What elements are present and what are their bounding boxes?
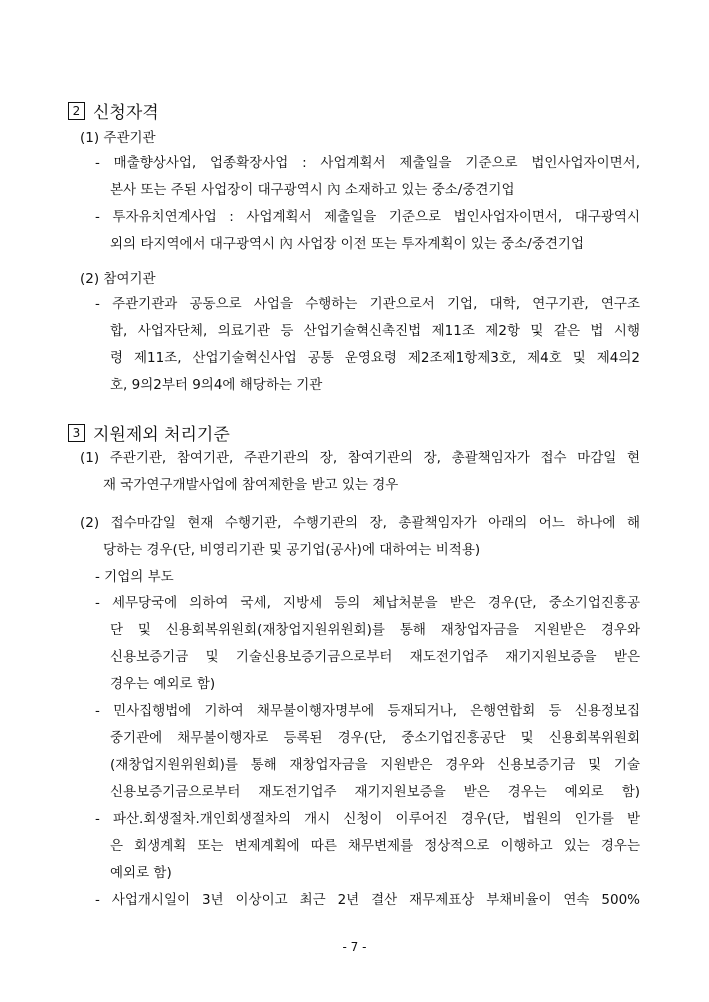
paragraph-line: 재 국가연구개발사업에 참여제한을 받고 있는 경우 — [103, 477, 399, 493]
bullet-line: - 투자유치연계사업 : 사업계획서 제출일을 기준으로 법인사업자이면서, 대구광역시 — [95, 209, 640, 225]
bullet-line: 령 제11조, 산업기술혁신사업 공통 운영요령 제2조제1항제3호, 제4호 및 제4의2 — [110, 350, 640, 366]
bullet-line: 중기관에 채무불이행자로 등록된 경우(단, 중소기업진흥공단 및 신용회복위원회 — [110, 730, 640, 746]
bullet-line: 경우는 예외로 함) — [110, 676, 216, 692]
paragraph-line: 당하는 경우(단, 비영리기관 및 공기업(공사)에 대하여는 비적용) — [103, 542, 481, 558]
bullet-line: 본사 또는 주된 사업장이 대구광역시 內 소재하고 있는 중소/중견기업 — [110, 182, 515, 198]
sub-heading-lead-agency: (1) 주관기관 — [80, 130, 156, 146]
bullet-line: 합, 사업자단체, 의료기관 등 산업기술혁신촉진법 제11조 제2항 및 같은 법 시행 — [110, 323, 640, 339]
bullet-line: (재창업지원위원회)를 통해 재창업자금을 지원받은 경우와 신용보증기금 및 기술 — [110, 757, 640, 773]
section-title: 지원제외 처리기준 — [93, 425, 230, 445]
bullet-line: 호, 9의2부터 9의4에 해당하는 기관 — [110, 377, 323, 393]
bullet-line: - 파산.회생절차.개인회생절차의 개시 신청이 이루어진 경우(단, 법원의 인가를 받 — [95, 811, 640, 827]
bullet-line: - 기업의 부도 — [95, 569, 174, 585]
bullet-line: - 세무당국에 의하여 국세, 지방세 등의 체납처분을 받은 경우(단, 중소기업진흥공 — [95, 595, 640, 611]
bullet-line: - 사업개시일이 3년 이상이고 최근 2년 결산 재무제표상 부채비율이 연속 500% — [95, 892, 640, 908]
bullet-line: 신용보증기금으로부터 재도전기업주 재기지원보증을 받은 경우는 예외로 함) — [110, 784, 640, 800]
bullet-line: 은 회생계획 또는 변제계획에 따른 채무변제를 정상적으로 이행하고 있는 경우는 — [110, 838, 640, 854]
bullet-line: 예외로 함) — [110, 865, 172, 881]
section-number-box: 3 — [68, 424, 85, 442]
sub-heading-participating-agency: (2) 참여기관 — [80, 271, 156, 287]
section-3-heading — [68, 420, 230, 445]
section-number-box: 2 — [68, 102, 85, 120]
section-title: 신청자격 — [93, 103, 159, 123]
bullet-line: - 매출향상사업, 업종확장사업 : 사업계획서 제출일을 기준으로 법인사업자이면서, — [95, 155, 640, 171]
paragraph-line: (2) 접수마감일 현재 수행기관, 수행기관의 장, 총괄책임자가 아래의 어느 하나에 해 — [80, 515, 640, 531]
bullet-line: 단 및 신용회복위원회(재창업지원위원회)를 통해 재창업자금을 지원받은 경우와 — [110, 622, 640, 638]
section-2-heading — [68, 98, 159, 123]
page-number: - 7 - — [342, 940, 367, 954]
paragraph-line: (1) 주관기관, 참여기관, 주관기관의 장, 참여기관의 장, 총괄책임자가 접수 마감일 현 — [80, 450, 640, 466]
bullet-line: 외의 타지역에서 대구광역시 內 사업장 이전 또는 투자계획이 있는 중소/중견기업 — [110, 236, 584, 252]
bullet-line: - 민사집행법에 기하여 채무불이행자명부에 등재되거나, 은행연합회 등 신용정보집 — [95, 703, 640, 719]
bullet-line: 신용보증기금 및 기술신용보증기금으로부터 재도전기업주 재기지원보증을 받은 — [110, 649, 640, 665]
bullet-line: - 주관기관과 공동으로 사업을 수행하는 기관으로서 기업, 대학, 연구기관, 연구조 — [95, 296, 640, 312]
